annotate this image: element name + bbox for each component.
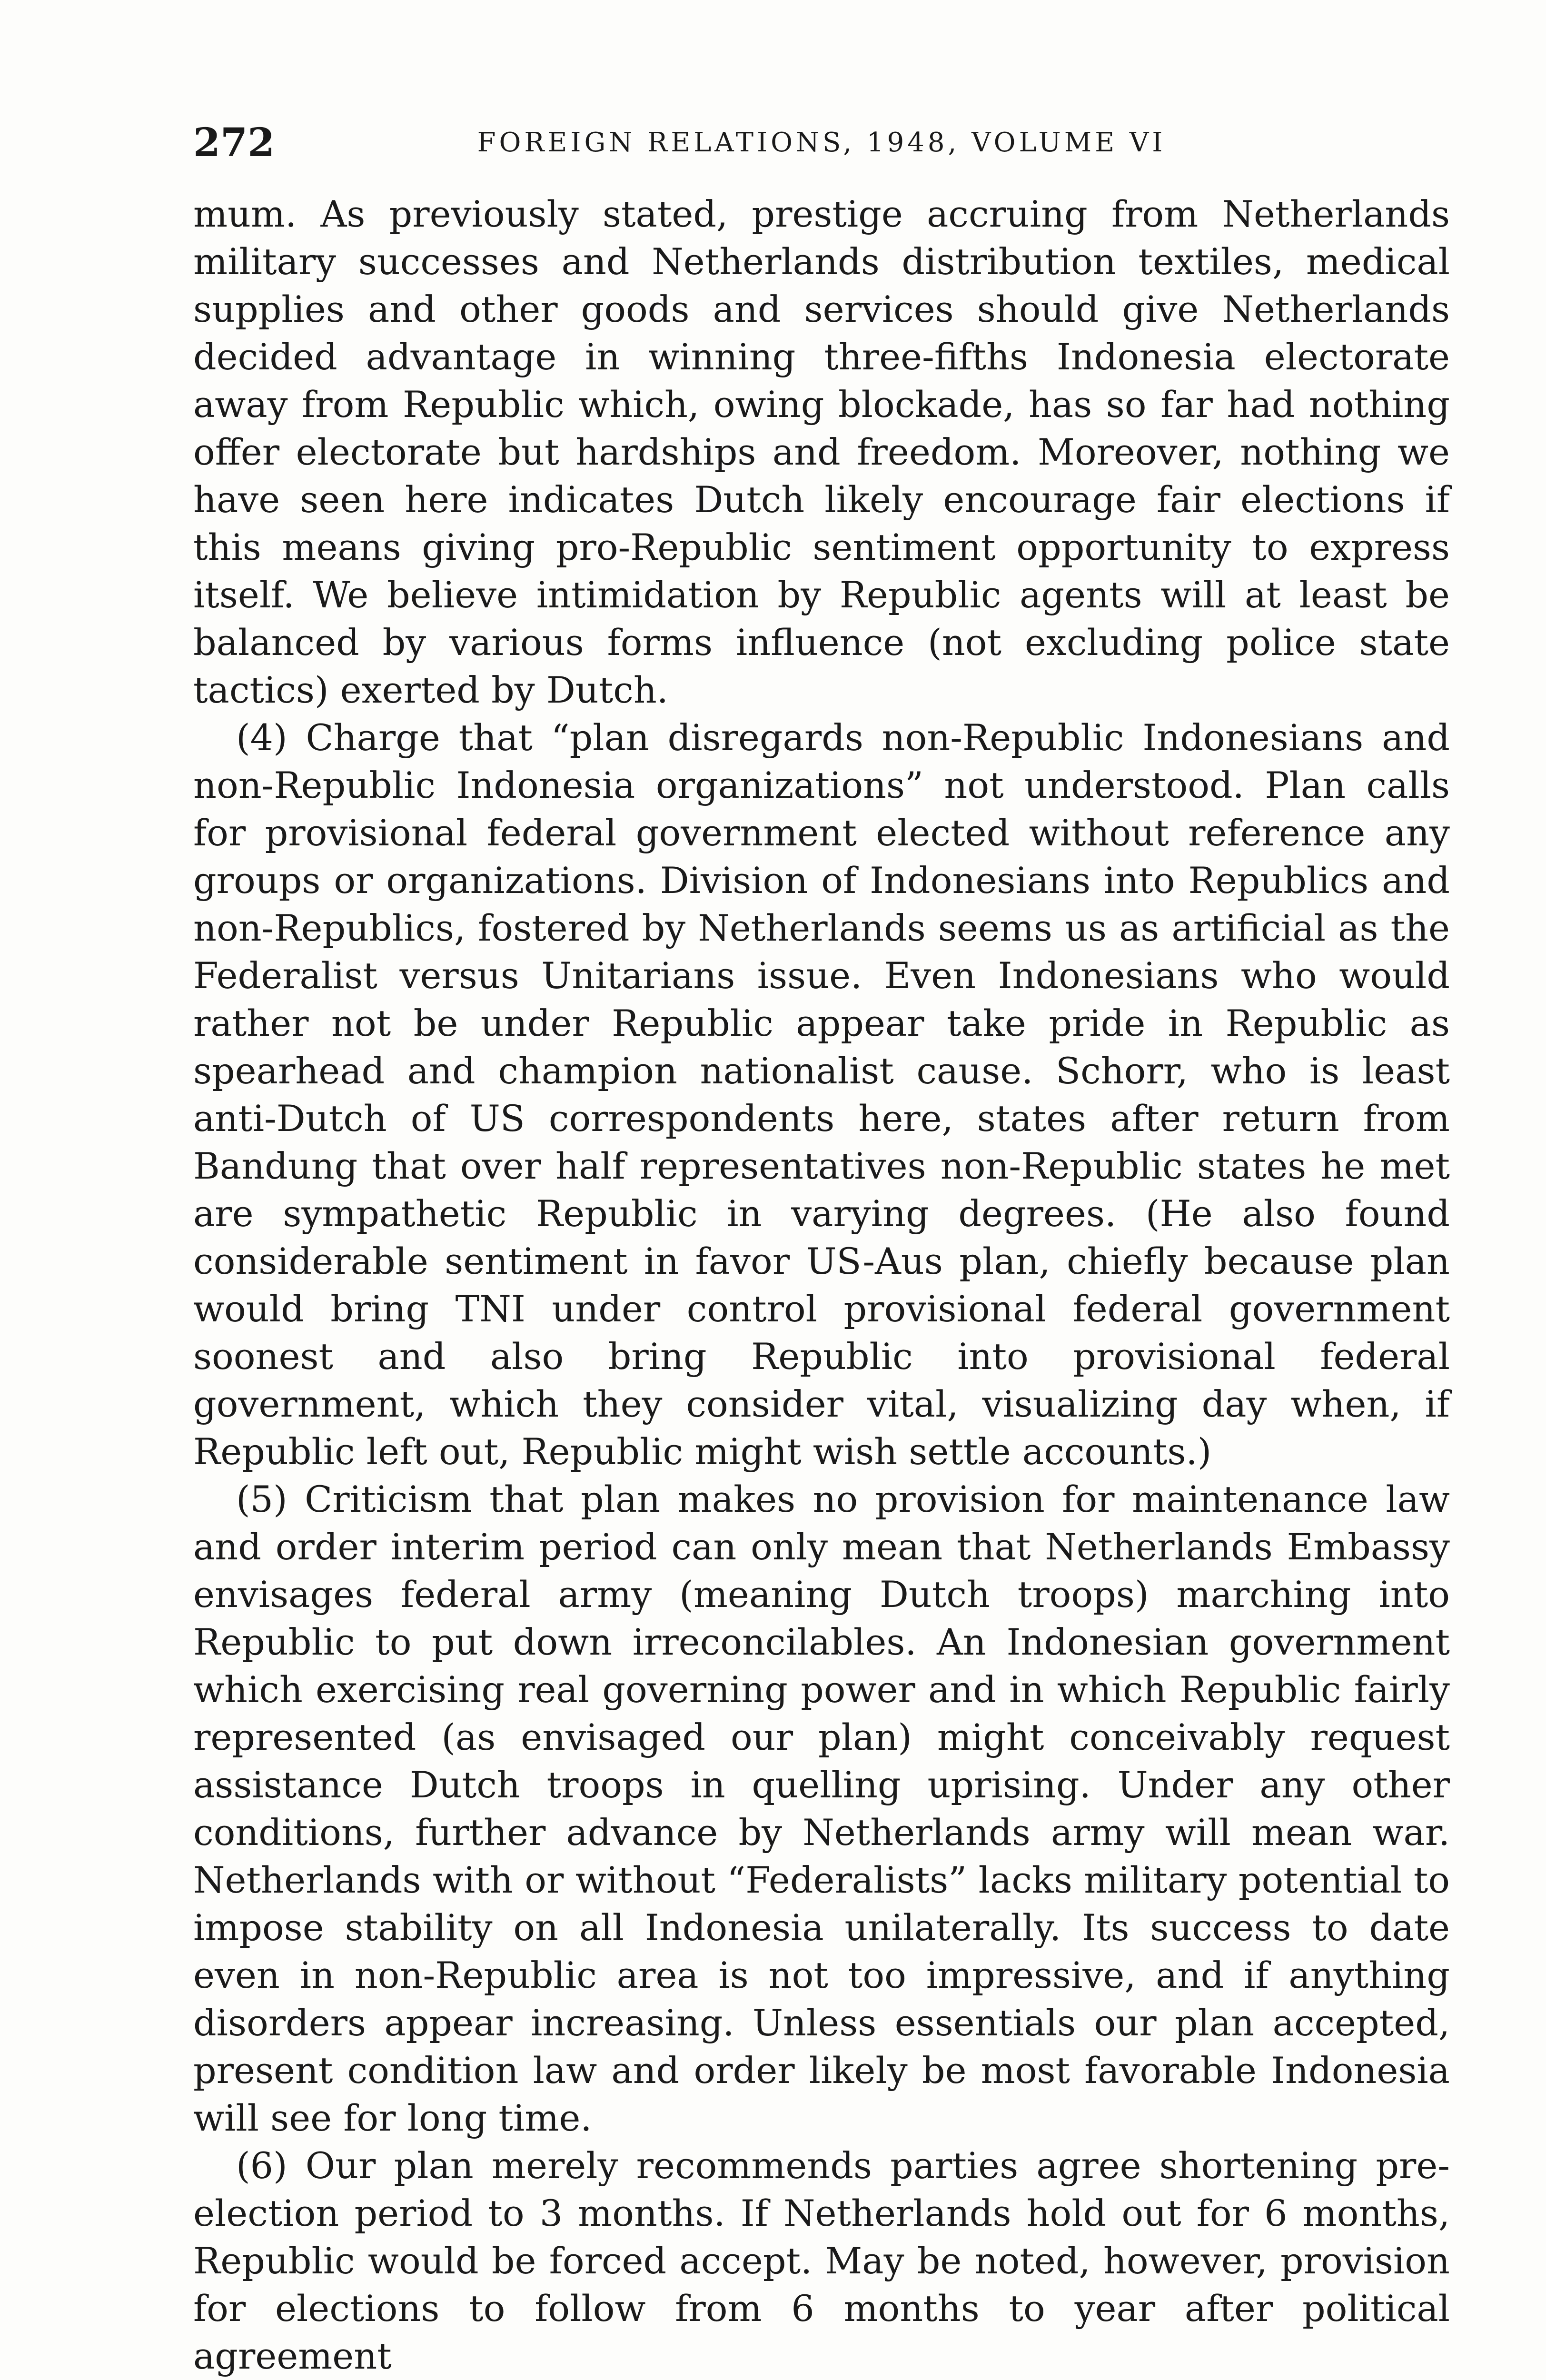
body-text [193,190,1450,2380]
paragraph-6: (6) Our plan merely recommends parties agree shortening pre-election period to 3 months. If Netherlands hold out for 6 months, Republic would be forced accept. May be noted, however, provision for elections to follow from 6 months to year after political agreement [193,2144,1450,2377]
running-head: FOREIGN RELATIONS, 1948, VOLUME VI [477,127,1166,158]
page-header [193,114,1450,171]
page-number: 272 [193,120,275,166]
paragraph-continued: mum. As previously stated, prestige accruing from Netherlands military successes and Netherlands distribution textiles, medical supplies and other goods and services should give Netherlands decided advantage in winning three-fifths Indonesia electorate away from Republic which, owing blockade, has so far had nothing offer electorate but hardships and freedom. Moreover, nothing we have seen here indicates Dutch likely encourage fair elections if this means giving pro-Republic sentiment opportunity to express itself. We believe intimidation by Republic agents will at least be balanced by various forms influence (not excluding police state tactics) exerted by Dutch. [193,193,1450,711]
paragraph-4: (4) Charge that “plan disregards non-Republic Indonesians and non-Republic Indonesia organizations” not understood. Plan calls for provisional federal government elected without reference any groups or organizations. Division of Indonesians into Republics and non-Republics, fostered by Netherlands seems us as artificial as the Federalist versus Unitarians issue. Even Indonesians who would rather not be under Republic appear take pride in Republic as spearhead and champion nationalist cause. Schorr, who is least anti-Dutch of US correspondents here, states after return from Bandung that over half representatives non-Republic states he met are sympathetic Republic in varying degrees. (He also found considerable sentiment in favor US-Aus plan, chiefly because plan would bring TNI under control provisional federal government soonest and also bring Republic into provisional federal government, which they consider vital, visualizing day when, if Republic left out, Republic might wish settle accounts.) [193,716,1450,1473]
paragraph-5: (5) Criticism that plan makes no provision for maintenance law and order interim period can only mean that Netherlands Embassy envisages federal army (meaning Dutch troops) marching into Republic to put down irreconcilables. An Indonesian government which exercising real governing power and in which Republic fairly represented (as envisaged our plan) might conceivably request assistance Dutch troops in quelling uprising. Under any other conditions, further advance by Netherlands army will mean war. Netherlands with or without “Federalists” lacks military potential to impose stability on all Indonesia unilaterally. Its success to date even in non-Republic area is not too impressive, and if anything disorders appear increasing. Unless essentials our plan accepted, present condition law and order likely be most favorable Indonesia will see for long time. [193,1478,1450,2139]
